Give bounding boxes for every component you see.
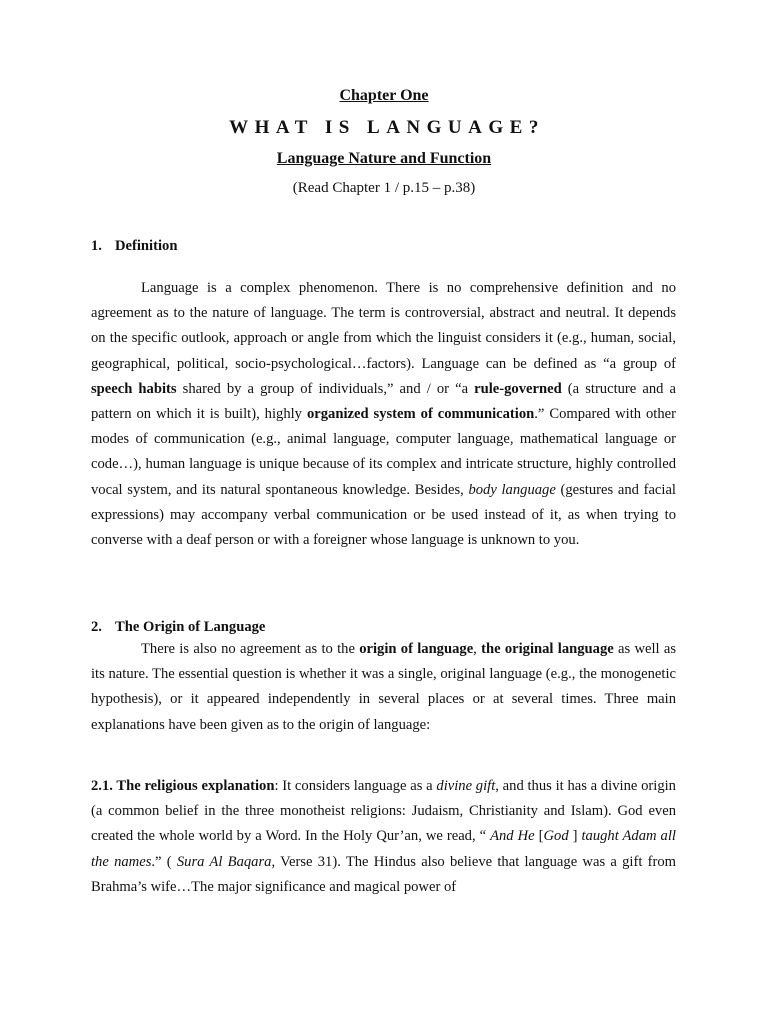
section-religious-explanation (91, 774, 676, 900)
reading-reference: (Read Chapter 1 / p.15 – p.38) (292, 180, 476, 196)
text-run: ] (568, 828, 582, 845)
section-title: Definition (115, 238, 178, 254)
paragraph (91, 637, 676, 738)
bold-term: the original language (481, 641, 614, 657)
section-definition (91, 236, 676, 256)
chapter-title: WHAT IS LANGUAGE? (229, 117, 545, 138)
section-number: 1. (91, 238, 102, 254)
text-run: , Verse 31). The Hindus also believe that language was a gift from Brahma’s wife…The major significance and magical power of (91, 853, 676, 895)
section-title: The Origin of Language (115, 619, 266, 635)
text-run: , (473, 641, 482, 657)
bold-term: origin of language (359, 641, 474, 657)
chapter-subtitle: Language Nature and Function (276, 150, 492, 167)
section-number: 2. (91, 619, 102, 635)
text-run: (gestures and facial expressions) may accompany verbal communication or be used instead of it, as when trying to converse with a deaf person or with a foreigner whose language is unknown to you. (91, 481, 676, 549)
text-run: : It considers language as a (274, 778, 437, 794)
text-run: [ (534, 828, 544, 845)
bold-term: rule-governed (474, 380, 562, 397)
italic-term: taught Adam all the names (91, 828, 676, 870)
text-run: .” Compared with other modes of communication (e.g., animal language, computer language, mathematical language or code…), human language is unique because of its complex and intricate structure, highly controlled vocal system, and its natural spontaneous knowledge. Besides, (91, 406, 676, 498)
italic-term: divine gift (436, 778, 496, 794)
text-run: Language is a complex phenomenon. There is no comprehensive definition and no agreement as to the nature of language. The term is controversial, abstract and neutral. It depends on the specific outlook, approach or angle from which the linguist considers it (e.g., human, social, geographical, political, socio-psychological…factors). Language can be defined as “a group of (91, 280, 676, 372)
definition-paragraph (91, 276, 676, 553)
italic-term: God (543, 828, 569, 845)
text-run: .” ( (151, 853, 177, 870)
chapter-label: Chapter One (339, 87, 429, 104)
section-origin (91, 617, 676, 738)
paragraph (91, 276, 676, 553)
italic-term: And He (490, 828, 535, 845)
bold-term: organized system of communication (306, 406, 535, 423)
section-heading (91, 617, 676, 637)
italic-term: body language (468, 481, 556, 498)
bold-term: speech habits (91, 380, 177, 397)
text-run: , and thus it has a divine origin (a common belief in the three monotheist religions: Judaism, Christianity and Islam). God even created the whole world by a Word. In the Holy Qur’an, we read, “ (91, 778, 676, 845)
section-heading (91, 236, 676, 256)
text-run: as well as its nature. The essential question is whether it was a single, original language (e.g., the monogenetic hypothesis), or it appeared independently in several places or at several times. Three main explanations have been given as to the origin of language: (91, 641, 677, 733)
chapter-header (0, 86, 768, 198)
text-run: There is also no agreement as to the (141, 641, 360, 657)
text-run: shared by a group of individuals,” and / or “a (176, 380, 475, 397)
subsection-title: 2.1. The religious explanation (91, 778, 275, 794)
paragraph (91, 774, 676, 900)
italic-term: Sura Al Baqara (176, 853, 272, 870)
text-run: (a structure and a pattern on which it is built), highly (91, 380, 676, 423)
